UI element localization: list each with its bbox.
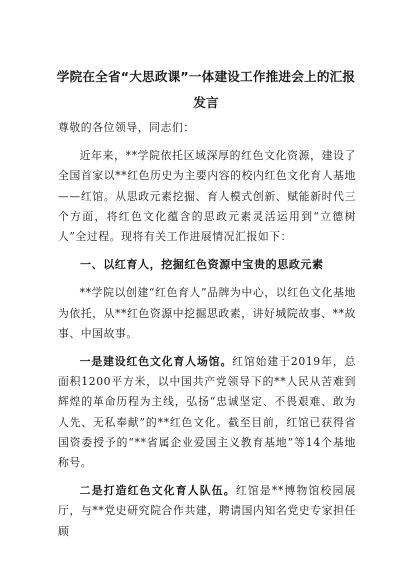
document-title: 学院在全省“大思政课”一体建设工作推进会上的汇报发言 [56,69,356,110]
document-body [58,118,356,550]
section-paragraph: **学院以创建“红色育人”品牌为中心，以红色文化基地为依托，从**红色资源中挖掘思政素，讲好城院故事、**故事、中国故事。 [58,286,356,340]
intro-paragraph: 近年来，**学院依托区域深厚的红色文化资源，建设了全国首家以**红色历史为主要内容的校内红色文化育人基地——红馆。从思政元素挖掘、育人模式创新、赋能新时代三个方面，将红色文化蕴含的思政元素灵活运用到“立德树人”全过程。现将有关工作进展情况汇报如下： [58,149,356,244]
point-two-text: 红馆是**博物馆校园展厅，与**党史研究院合作共建，聘请国内知名党史专家担任顾 [58,484,356,538]
section-heading: 一、以红育人，挖掘红色资源中宝贵的思政元素 [80,258,324,272]
point-two-lead: 二是打造红色文化育人队伍。 [79,484,236,498]
point-two-paragraph [58,481,356,542]
point-one-lead: 一是建设红色文化育人场馆。 [79,355,233,369]
point-one-text: 红馆始建于2019年，总面积1200平方米，以中国共产党领导下的**人民从苦难到辉煌的革命历程为主线，弘扬“忠诚坚定、不畏艰难、敢为人先、无私奉献”的**红色文化。截至目前，红馆已获得省国资委授予的“**省属企业爱国主义教育基地”等14个基地称号。 [58,355,356,470]
salutation: 尊敬的各位领导，同志们： [58,121,195,134]
point-one-paragraph [58,352,356,473]
